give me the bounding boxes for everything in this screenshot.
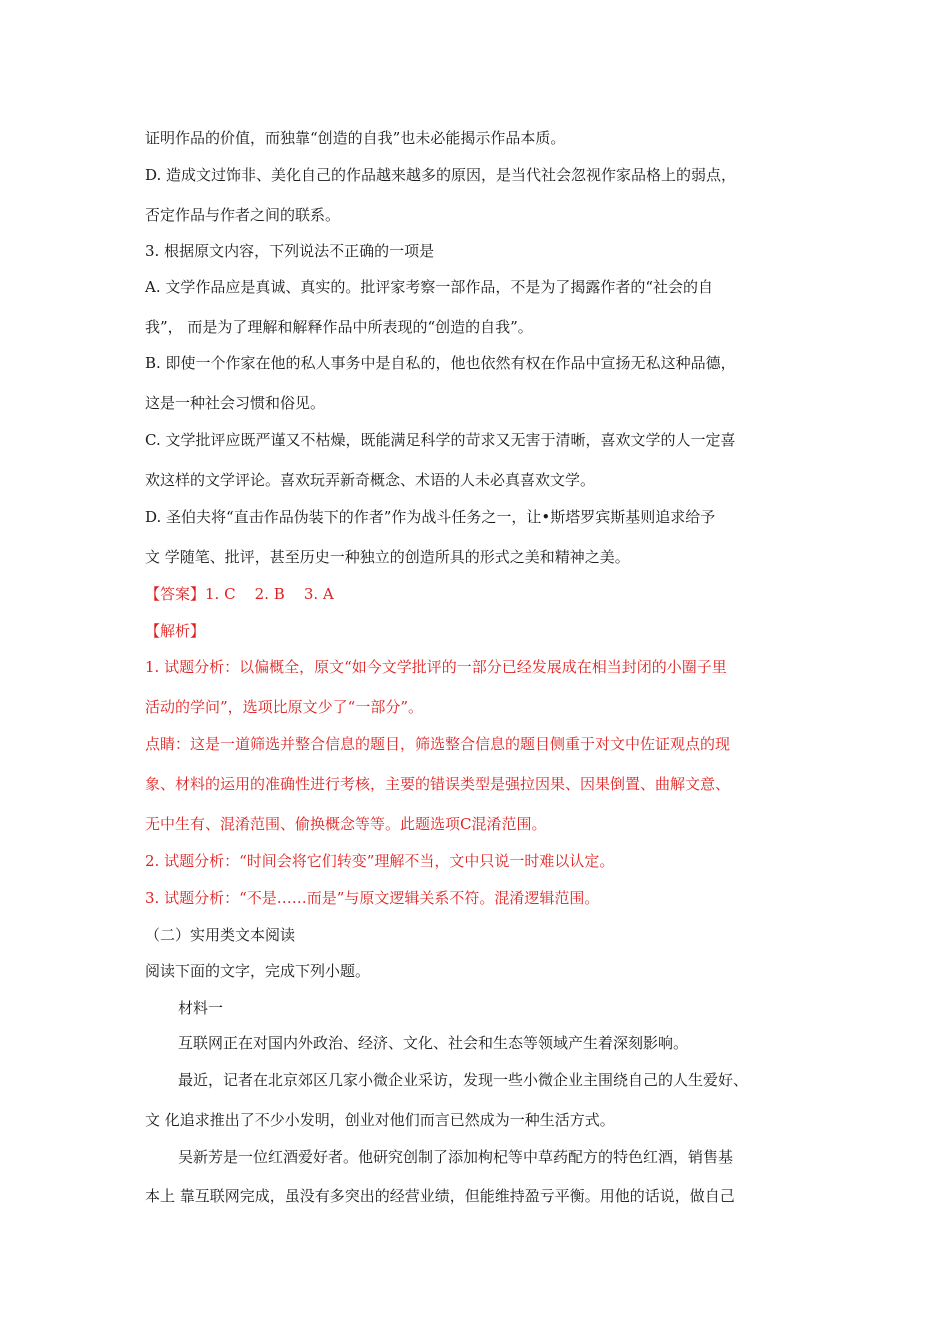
q3-option-b-line2: 这是一种社会习惯和俗见。 <box>145 394 326 412</box>
material-1-para-1: 互联网正在对国内外政治、经济、文化、社会和生态等领域产生着深刻影响。 <box>178 1034 689 1052</box>
tip-line1: 点睛：这是一道筛选并整合信息的题目，筛选整合信息的题目侧重于对文中佐证观点的现 <box>145 735 731 753</box>
analysis-label: 【解析】 <box>145 622 206 640</box>
q2-option-d-line2: 否定作品与作者之间的联系。 <box>145 206 341 224</box>
analysis-1-line2: 活动的学问”，选项比原文少了“一部分”。 <box>145 698 424 716</box>
answer-label: 【答案】 <box>145 585 206 603</box>
analysis-1-line1: 1. 试题分析：以偏概全，原文“如今文学批评的一部分已经发展成在相当封闭的小圈子里 <box>145 658 727 676</box>
q2-option-c-tail: 证明作品的价值，而独靠“创造的自我”也未必能揭示作品本质。 <box>145 129 566 147</box>
material-1-para-3-line2: 本上 靠互联网完成，虽没有多突出的经营业绩，但能维持盈亏平衡。用他的话说，做自己 <box>145 1187 735 1205</box>
section-2-title: （二）实用类文本阅读 <box>145 926 296 944</box>
section-2-instruction: 阅读下面的文字，完成下列小题。 <box>145 962 371 980</box>
analysis-3: 3. 试题分析：“不是……而是”与原文逻辑关系不符。混淆逻辑范围。 <box>145 889 600 907</box>
answer-value: 1. C 2. B 3. A <box>205 585 334 603</box>
material-1-para-2-line2: 文 化追求推出了不少小发明，创业对他们而言已然成为一种生活方式。 <box>145 1111 615 1129</box>
analysis-2: 2. 试题分析：“时间会将它们转变”理解不当，文中只说一时难以认定。 <box>145 852 615 870</box>
q3-option-b-line1: B. 即使一个作家在他的私人事务中是自私的，他也依然有权在作品中宣扬无私这种品德， <box>145 354 736 372</box>
material-1-para-3-line1: 吴新芳是一位红酒爱好者。他研究创制了添加枸杞等中草药配方的特色红酒，销售基 <box>178 1148 734 1166</box>
q3-option-c-line2: 欢这样的文学评论。喜欢玩弄新奇概念、术语的人未必真喜欢文学。 <box>145 471 596 489</box>
material-1-title: 材料一 <box>178 999 224 1017</box>
q3-option-d-line1: D. 圣伯夫将“直击作品伪装下的作者”作为战斗任务之一，让•斯塔罗宾斯基则追求给予 <box>145 508 716 526</box>
q3-stem: 3. 根据原文内容，下列说法不正确的一项是 <box>145 242 435 260</box>
q3-option-a-line2: 我”， 而是为了理解和解释作品中所表现的“创造的自我”。 <box>145 318 533 336</box>
answer-line <box>145 584 334 604</box>
q3-option-c-line1: C. 文学批评应既严谨又不枯燥，既能满足科学的苛求又无害于清晰，喜欢文学的人一定喜 <box>145 431 736 449</box>
material-1-para-2-line1: 最近，记者在北京郊区几家小微企业采访，发现一些小微企业主围绕自己的人生爱好、 <box>178 1071 749 1089</box>
tip-line2: 象、材料的运用的准确性进行考核，主要的错误类型是强拉因果、因果倒置、曲解文意、 <box>145 775 731 793</box>
q2-option-d-line1: D. 造成文过饰非、美化自己的作品越来越多的原因，是当代社会忽视作家品格上的弱点， <box>145 166 737 184</box>
q3-option-d-line2: 文 学随笔、批评，甚至历史一种独立的创造所具的形式之美和精神之美。 <box>145 548 630 566</box>
tip-line3: 无中生有、混淆范围、偷换概念等等。此题选项C混淆范围。 <box>145 815 547 833</box>
q3-option-a-line1: A. 文学作品应是真诚、真实的。批评家考察一部作品，不是为了揭露作者的“社会的自 <box>145 278 714 296</box>
